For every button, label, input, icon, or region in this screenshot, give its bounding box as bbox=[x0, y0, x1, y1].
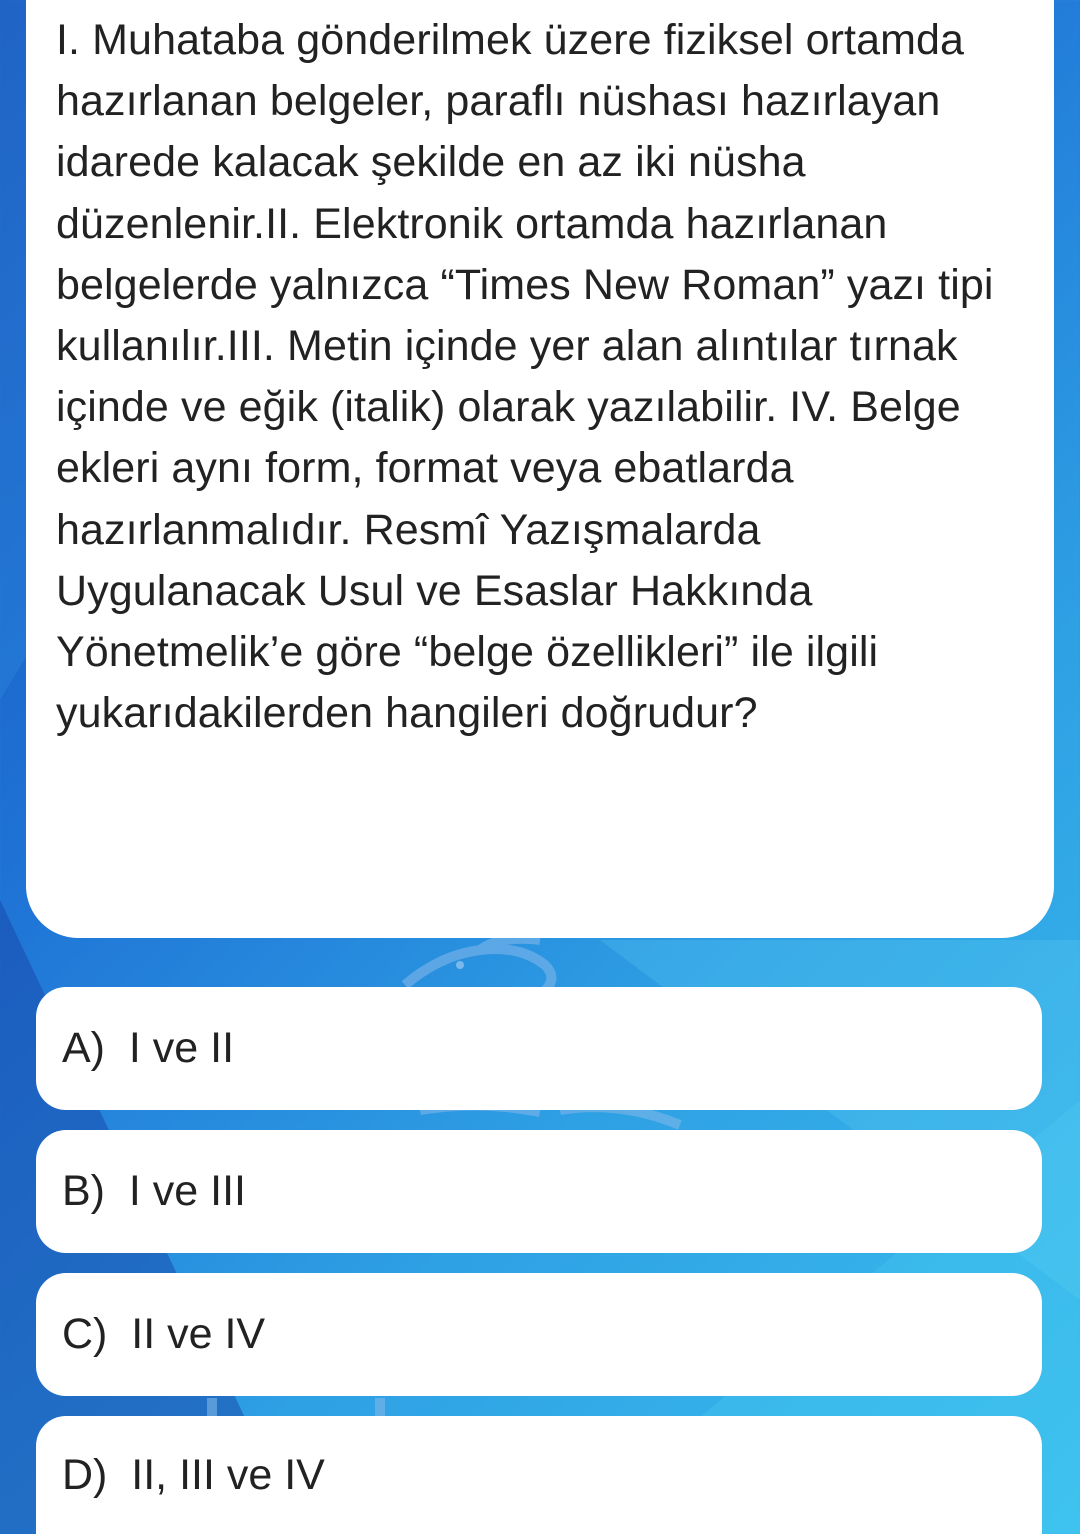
option-a-text: I ve II bbox=[128, 1024, 235, 1072]
option-a-letter: A) bbox=[62, 1024, 105, 1072]
option-b-letter: B) bbox=[62, 1167, 105, 1215]
option-b-text: I ve III bbox=[128, 1167, 247, 1215]
option-c-label bbox=[62, 1310, 265, 1359]
option-d-button[interactable] bbox=[36, 1416, 1042, 1534]
option-c-letter: C) bbox=[62, 1310, 108, 1358]
option-a-button[interactable] bbox=[36, 987, 1042, 1110]
option-d-label bbox=[62, 1451, 325, 1500]
option-d-text: II, III ve IV bbox=[131, 1450, 325, 1499]
option-a-label bbox=[62, 1024, 234, 1073]
question-text: I. Muhataba gönderilmek üzere fiziksel ortamda hazırlanan belgeler, paraflı nüshası hazırlayan idarede kalacak şekilde en az iki nüsha düzenlenir.II. Elektronik ortamda hazırlanan belgelerde yalnızca “Times New Roman” yazı tipi kullanılır.III. Metin içinde yer alan alıntılar tırnak içinde ve eğik (italik) olarak yazılabilir. IV. Belge ekleri aynı form, format veya ebatlarda hazırlanmalıdır. Resmî Yazışmalarda Uygulanacak Usul ve Esaslar Hakkında Yönetmelik’e göre “belge özellikleri” ile ilgili yukarıdakilerden hangileri doğrudur? bbox=[56, 16, 994, 738]
option-c-text: II ve IV bbox=[131, 1310, 266, 1358]
question-card bbox=[26, 0, 1054, 938]
option-b-button[interactable] bbox=[36, 1130, 1042, 1253]
option-d-letter: D) bbox=[62, 1450, 108, 1499]
option-c-button[interactable] bbox=[36, 1273, 1042, 1396]
option-b-label bbox=[62, 1167, 246, 1216]
